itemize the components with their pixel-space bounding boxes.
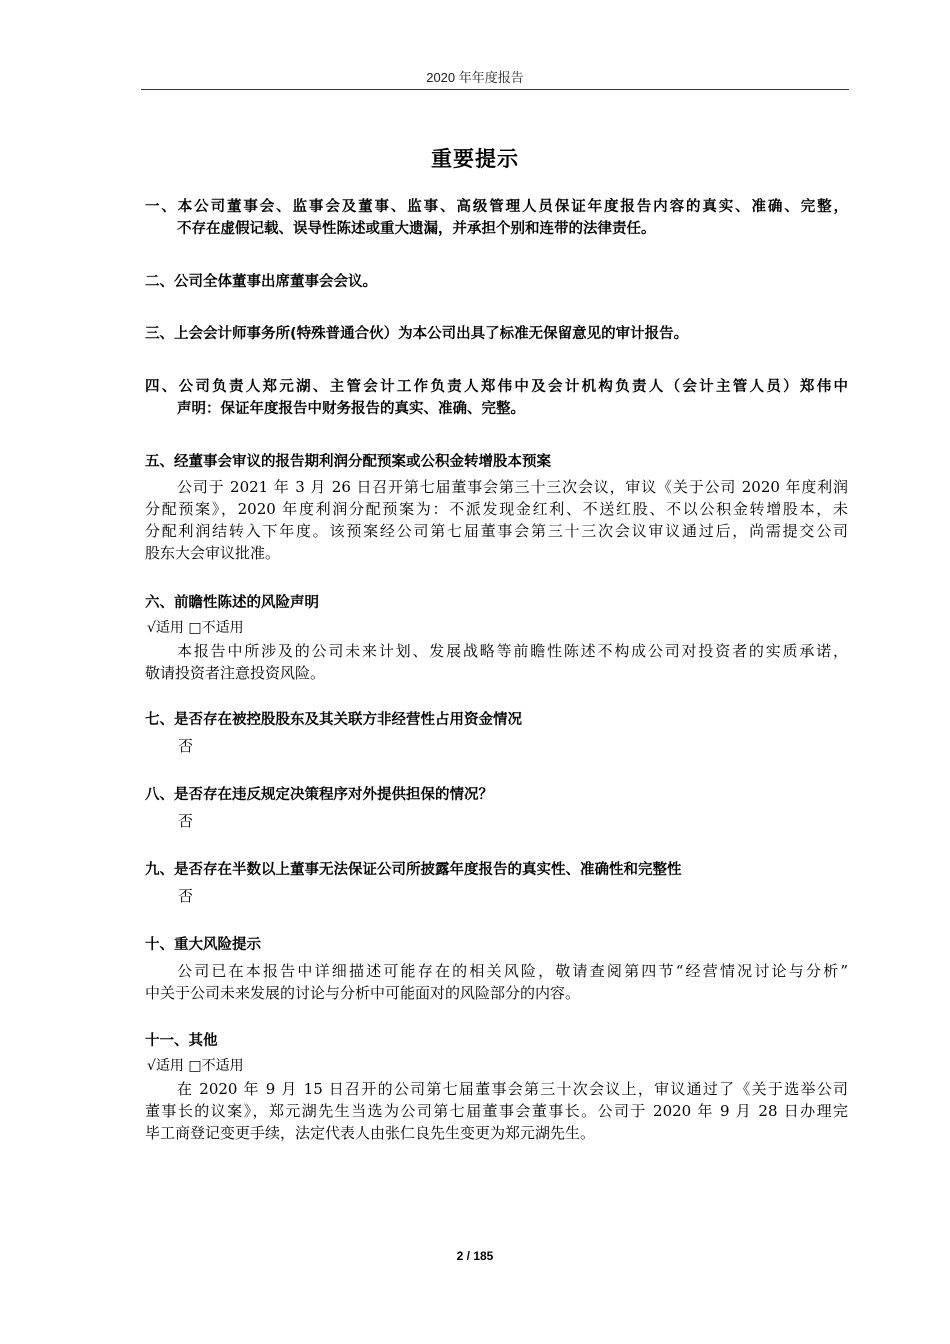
section-10-heading: 十、重大风险提示: [145, 937, 261, 953]
header-divider: [141, 89, 849, 90]
section-1-line-1: 一、本公司董事会、监事会及董事、监事、高级管理人员保证年度报告内容的真实、准确、完整，: [145, 199, 848, 215]
section-11-paragraph-line-2: 董事长的议案》，郑元湖先生当选为公司第七届董事会董事长。公司于 2020 年 9 月 28 日办理完: [145, 1102, 848, 1120]
section-11-applicability-option: √适用 □不适用: [147, 1058, 244, 1074]
section-5-heading: 五、经董事会审议的报告期利润分配预案或公积金转增股本预案: [145, 454, 551, 470]
section-11-paragraph-line-3: 毕工商登记变更手续，法定代表人由张仁良先生变更为郑元湖先生。: [145, 1124, 596, 1142]
section-4-line-1: 四、公司负责人郑元湖、主管会计工作负责人郑伟中及会计机构负责人（会计主管人员）郑伟中: [145, 379, 848, 395]
section-3-line-1: 三、上会会计师事务所(特殊普通合伙）为本公司出具了标准无保留意见的审计报告。: [145, 326, 689, 342]
section-5-paragraph-line-2: 分配预案》，2020 年度利润分配预案为：不派发现金红利、不送红股、不以公积金转增股本，未: [145, 500, 848, 518]
section-1-line-2: 不存在虚假记载、误导性陈述或重大遗漏，并承担个别和连带的法律责任。: [177, 221, 656, 237]
section-6-applicability-option: √适用 □不适用: [147, 620, 244, 636]
section-7-answer: 否: [178, 737, 194, 755]
section-10-paragraph-line-1: 公司已在本报告中详细描述可能存在的相关风险，敬请查阅第四节“经营情况讨论与分析”: [177, 962, 848, 980]
section-9-heading: 九、是否存在半数以上董事无法保证公司所披露年度报告的真实性、准确性和完整性: [145, 862, 682, 878]
page-title: 重要提示: [431, 147, 519, 171]
section-6-paragraph-line-1: 本报告中所涉及的公司未来计划、发展战略等前瞻性陈述不构成公司对投资者的实质承诺，: [177, 642, 848, 660]
section-8-heading: 八、是否存在违反规定决策程序对外提供担保的情况？: [145, 787, 493, 803]
section-11-heading: 十一、其他: [145, 1033, 218, 1049]
section-6-heading: 六、前瞻性陈述的风险声明: [145, 595, 319, 611]
section-8-answer: 否: [178, 812, 194, 830]
section-5-paragraph-line-1: 公司于 2021 年 3 月 26 日召开第七届董事会第三十三次会议，审议《关于公司 2020 年度利润: [177, 478, 848, 496]
section-9-answer: 否: [178, 887, 194, 905]
section-7-heading: 七、是否存在被控股股东及其关联方非经营性占用资金情况: [145, 712, 522, 728]
section-4-line-2: 声明：保证年度报告中财务报告的真实、准确、完整。: [177, 401, 525, 417]
report-header-title: 2020 年年度报告: [426, 70, 524, 85]
section-5-paragraph-line-3: 分配利润结转入下年度。该预案经公司第七届董事会第三十三次会议审议通过后，尚需提交公司: [145, 522, 848, 540]
page-number: 2 / 185: [456, 1249, 494, 1263]
section-11-paragraph-line-1: 在 2020 年 9 月 15 日召开的公司第七届董事会第三十次会议上，审议通过了《关于选举公司: [177, 1080, 848, 1098]
section-2-line-1: 二、公司全体董事出席董事会会议。: [145, 274, 377, 290]
section-10-paragraph-line-2: 中关于公司未来发展的讨论与分析中可能面对的风险部分的内容。: [145, 984, 581, 1002]
section-6-paragraph-line-2: 敬请投资者注意投资风险。: [145, 664, 326, 682]
section-5-paragraph-line-4: 股东大会审议批准。: [145, 544, 281, 562]
